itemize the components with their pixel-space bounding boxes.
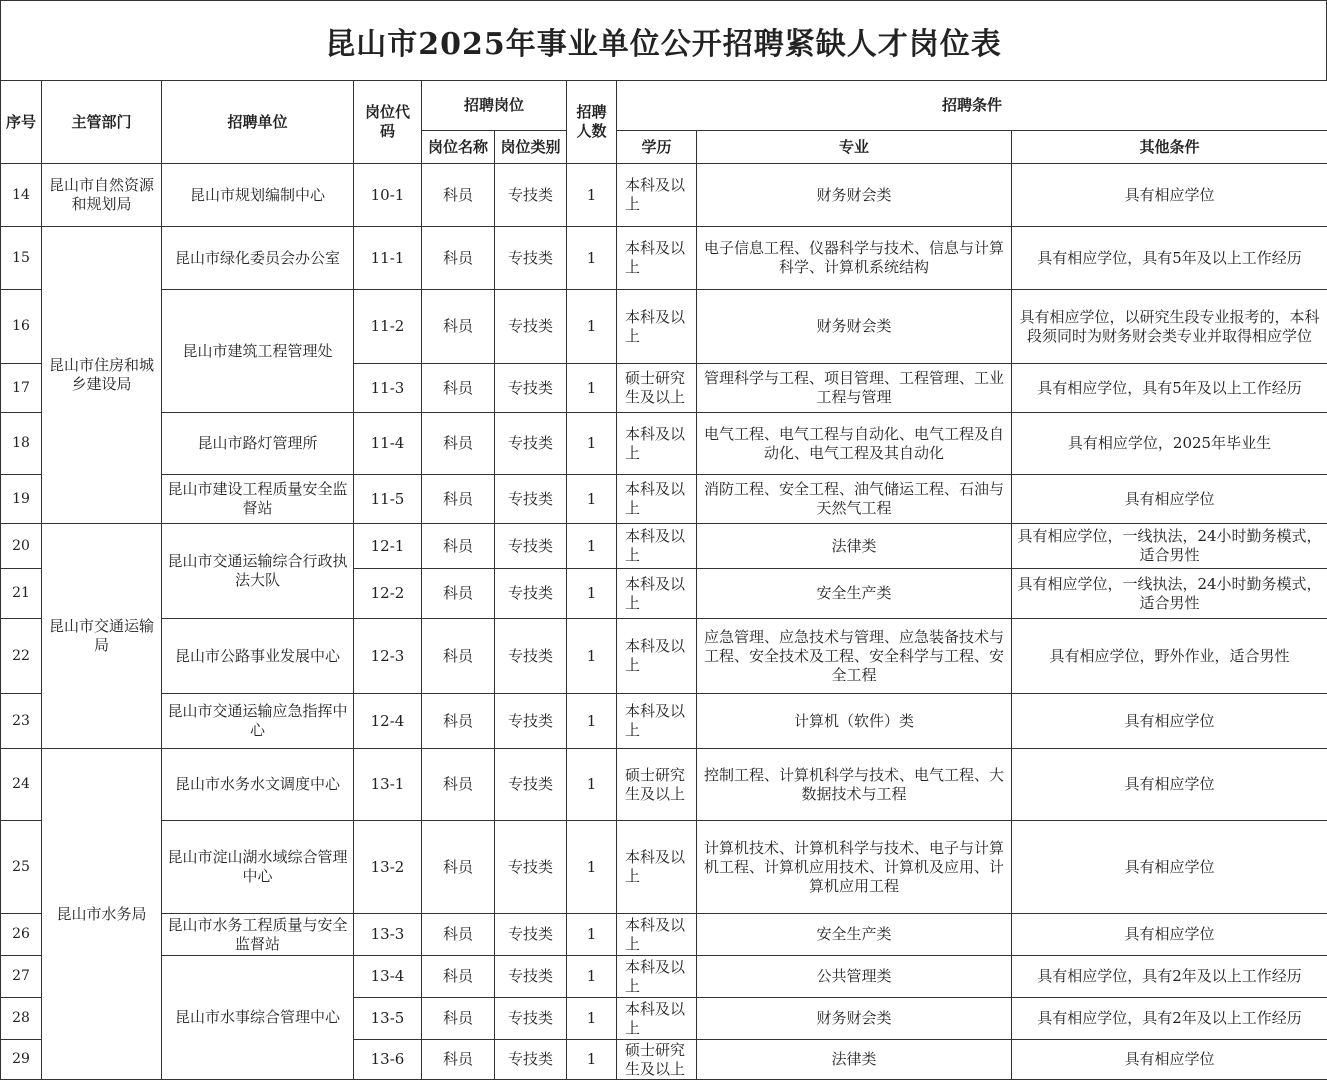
table-row — [1, 164, 1327, 227]
row-post-name: 科员 — [422, 227, 495, 290]
row-other: 具有相应学位，具有2年及以上工作经历 — [1012, 956, 1327, 998]
row-edu: 硕士研究生及以上 — [617, 749, 697, 821]
row-code: 10-1 — [354, 164, 422, 227]
row-count: 1 — [567, 914, 617, 956]
row-other: 具有相应学位，野外作业，适合男性 — [1012, 619, 1327, 694]
table-row — [1, 956, 1327, 998]
row-code: 13-5 — [354, 998, 422, 1040]
row-edu: 本科及以上 — [617, 524, 697, 569]
row-count: 1 — [567, 821, 617, 914]
row-seq: 24 — [1, 749, 42, 821]
row-post-type: 专技类 — [495, 164, 567, 227]
row-post-name: 科员 — [422, 475, 495, 524]
row-other: 具有相应学位 — [1012, 475, 1327, 524]
row-edu: 本科及以上 — [617, 998, 697, 1040]
row-post-type: 专技类 — [495, 914, 567, 956]
table-row — [1, 290, 1327, 364]
row-count: 1 — [567, 749, 617, 821]
row-post-type: 专技类 — [495, 1040, 567, 1080]
row-count: 1 — [567, 475, 617, 524]
row-post-name: 科员 — [422, 1040, 495, 1080]
row-post-type: 专技类 — [495, 956, 567, 998]
row-count: 1 — [567, 694, 617, 749]
row-code: 12-4 — [354, 694, 422, 749]
row-count: 1 — [567, 998, 617, 1040]
row-major: 消防工程、安全工程、油气储运工程、石油与天然气工程 — [697, 475, 1012, 524]
row-post-type: 专技类 — [495, 749, 567, 821]
header-seq: 序号 — [1, 81, 42, 164]
row-major: 财务财会类 — [697, 998, 1012, 1040]
row-major: 安全生产类 — [697, 569, 1012, 619]
header-edu: 学历 — [617, 131, 697, 164]
row-post-name: 科员 — [422, 619, 495, 694]
row-post-type: 专技类 — [495, 227, 567, 290]
header-post-type: 岗位类别 — [495, 131, 567, 164]
row-count: 1 — [567, 619, 617, 694]
row-other: 具有相应学位 — [1012, 164, 1327, 227]
row-seq: 25 — [1, 821, 42, 914]
row-post-type: 专技类 — [495, 694, 567, 749]
table-row — [1, 524, 1327, 569]
row-post-type: 专技类 — [495, 619, 567, 694]
document-title: 昆山市2025年事业单位公开招聘紧缺人才岗位表 — [0, 0, 1327, 80]
row-post-type: 专技类 — [495, 364, 567, 413]
row-major: 法律类 — [697, 524, 1012, 569]
row-count: 1 — [567, 290, 617, 364]
header-major: 专业 — [697, 131, 1012, 164]
row-seq: 18 — [1, 413, 42, 475]
row-seq: 20 — [1, 524, 42, 569]
row-post-name: 科员 — [422, 914, 495, 956]
row-other: 具有相应学位，具有5年及以上工作经历 — [1012, 364, 1327, 413]
unit-cell: 昆山市公路事业发展中心 — [162, 619, 354, 694]
row-edu: 本科及以上 — [617, 619, 697, 694]
row-other: 具有相应学位 — [1012, 914, 1327, 956]
row-count: 1 — [567, 364, 617, 413]
dept-cell: 昆山市自然资源和规划局 — [42, 164, 162, 227]
recruitment-table — [0, 80, 1327, 1080]
row-edu: 本科及以上 — [617, 164, 697, 227]
row-code: 11-2 — [354, 290, 422, 364]
row-major: 财务财会类 — [697, 164, 1012, 227]
row-edu: 本科及以上 — [617, 413, 697, 475]
row-edu: 本科及以上 — [617, 475, 697, 524]
row-edu: 硕士研究生及以上 — [617, 364, 697, 413]
row-code: 11-5 — [354, 475, 422, 524]
header-conditions: 招聘条件 — [617, 81, 1327, 131]
header-post: 招聘岗位 — [422, 81, 567, 131]
row-other: 具有相应学位 — [1012, 694, 1327, 749]
row-code: 13-3 — [354, 914, 422, 956]
row-seq: 14 — [1, 164, 42, 227]
row-code: 12-3 — [354, 619, 422, 694]
header-row-1 — [1, 81, 1327, 131]
table-row — [1, 413, 1327, 475]
unit-cell: 昆山市水事综合管理中心 — [162, 956, 354, 1080]
unit-cell: 昆山市建筑工程管理处 — [162, 290, 354, 413]
unit-cell: 昆山市交通运输应急指挥中心 — [162, 694, 354, 749]
header-unit: 招聘单位 — [162, 81, 354, 164]
table-row — [1, 821, 1327, 914]
row-count: 1 — [567, 524, 617, 569]
row-seq: 22 — [1, 619, 42, 694]
row-other: 具有相应学位，具有2年及以上工作经历 — [1012, 998, 1327, 1040]
dept-cell: 昆山市交通运输局 — [42, 524, 162, 749]
row-major: 电气工程、电气工程与自动化、电气工程及自动化、电气工程及其自动化 — [697, 413, 1012, 475]
row-edu: 本科及以上 — [617, 914, 697, 956]
row-other: 具有相应学位，2025年毕业生 — [1012, 413, 1327, 475]
dept-cell: 昆山市住房和城乡建设局 — [42, 227, 162, 524]
unit-cell: 昆山市路灯管理所 — [162, 413, 354, 475]
row-code: 13-6 — [354, 1040, 422, 1080]
unit-cell: 昆山市交通运输综合行政执法大队 — [162, 524, 354, 619]
row-seq: 29 — [1, 1040, 42, 1080]
header-post-name: 岗位名称 — [422, 131, 495, 164]
header-code: 岗位代码 — [354, 81, 422, 164]
row-major: 安全生产类 — [697, 914, 1012, 956]
unit-cell: 昆山市建设工程质量安全监督站 — [162, 475, 354, 524]
table-row — [1, 914, 1327, 956]
dept-cell: 昆山市水务局 — [42, 749, 162, 1080]
row-post-name: 科员 — [422, 749, 495, 821]
row-major: 计算机技术、计算机科学与技术、电子与计算机工程、计算机应用技术、计算机及应用、计算机应用工程 — [697, 821, 1012, 914]
row-post-name: 科员 — [422, 998, 495, 1040]
row-edu: 本科及以上 — [617, 569, 697, 619]
header-dept: 主管部门 — [42, 81, 162, 164]
row-count: 1 — [567, 569, 617, 619]
row-post-name: 科员 — [422, 956, 495, 998]
row-post-type: 专技类 — [495, 998, 567, 1040]
row-seq: 16 — [1, 290, 42, 364]
row-seq: 28 — [1, 998, 42, 1040]
row-edu: 硕士研究生及以上 — [617, 1040, 697, 1080]
row-post-type: 专技类 — [495, 524, 567, 569]
unit-cell: 昆山市绿化委员会办公室 — [162, 227, 354, 290]
table-row — [1, 475, 1327, 524]
row-other: 具有相应学位，具有5年及以上工作经历 — [1012, 227, 1327, 290]
row-post-name: 科员 — [422, 164, 495, 227]
unit-cell: 昆山市水务工程质量与安全监督站 — [162, 914, 354, 956]
row-post-type: 专技类 — [495, 413, 567, 475]
row-edu: 本科及以上 — [617, 694, 697, 749]
row-post-name: 科员 — [422, 364, 495, 413]
row-major: 法律类 — [697, 1040, 1012, 1080]
row-post-name: 科员 — [422, 569, 495, 619]
header-other: 其他条件 — [1012, 131, 1327, 164]
row-seq: 17 — [1, 364, 42, 413]
row-edu: 本科及以上 — [617, 956, 697, 998]
row-major: 电子信息工程、仪器科学与技术、信息与计算科学、计算机系统结构 — [697, 227, 1012, 290]
table-row — [1, 749, 1327, 821]
row-post-name: 科员 — [422, 694, 495, 749]
header-count: 招聘人数 — [567, 81, 617, 164]
row-major: 计算机（软件）类 — [697, 694, 1012, 749]
row-post-name: 科员 — [422, 524, 495, 569]
row-other: 具有相应学位 — [1012, 1040, 1327, 1080]
row-other: 具有相应学位，一线执法，24小时勤务模式，适合男性 — [1012, 524, 1327, 569]
row-post-type: 专技类 — [495, 569, 567, 619]
row-post-name: 科员 — [422, 821, 495, 914]
row-post-name: 科员 — [422, 290, 495, 364]
row-major: 应急管理、应急技术与管理、应急装备技术与工程、安全技术及工程、安全科学与工程、安全工程 — [697, 619, 1012, 694]
unit-cell: 昆山市规划编制中心 — [162, 164, 354, 227]
row-seq: 21 — [1, 569, 42, 619]
row-seq: 19 — [1, 475, 42, 524]
row-code: 11-1 — [354, 227, 422, 290]
row-post-name: 科员 — [422, 413, 495, 475]
row-code: 13-2 — [354, 821, 422, 914]
row-major: 控制工程、计算机科学与技术、电气工程、大数据技术与工程 — [697, 749, 1012, 821]
row-code: 12-1 — [354, 524, 422, 569]
table-row — [1, 694, 1327, 749]
row-code: 13-4 — [354, 956, 422, 998]
row-post-type: 专技类 — [495, 475, 567, 524]
row-edu: 本科及以上 — [617, 821, 697, 914]
row-other: 具有相应学位 — [1012, 821, 1327, 914]
row-code: 12-2 — [354, 569, 422, 619]
row-major: 公共管理类 — [697, 956, 1012, 998]
row-seq: 27 — [1, 956, 42, 998]
row-major: 财务财会类 — [697, 290, 1012, 364]
row-count: 1 — [567, 413, 617, 475]
row-seq: 23 — [1, 694, 42, 749]
row-code: 13-1 — [354, 749, 422, 821]
unit-cell: 昆山市淀山湖水域综合管理中心 — [162, 821, 354, 914]
table-row — [1, 227, 1327, 290]
row-code: 11-4 — [354, 413, 422, 475]
table-row — [1, 619, 1327, 694]
row-other: 具有相应学位 — [1012, 749, 1327, 821]
row-count: 1 — [567, 227, 617, 290]
row-other: 具有相应学位，以研究生段专业报考的，本科段须同时为财务财会类专业并取得相应学位 — [1012, 290, 1327, 364]
row-major: 管理科学与工程、项目管理、工程管理、工业工程与管理 — [697, 364, 1012, 413]
row-post-type: 专技类 — [495, 821, 567, 914]
row-count: 1 — [567, 1040, 617, 1080]
row-seq: 26 — [1, 914, 42, 956]
row-count: 1 — [567, 164, 617, 227]
row-other: 具有相应学位，一线执法，24小时勤务模式，适合男性 — [1012, 569, 1327, 619]
row-count: 1 — [567, 956, 617, 998]
row-edu: 本科及以上 — [617, 227, 697, 290]
unit-cell: 昆山市水务水文调度中心 — [162, 749, 354, 821]
row-seq: 15 — [1, 227, 42, 290]
row-code: 11-3 — [354, 364, 422, 413]
row-post-type: 专技类 — [495, 290, 567, 364]
row-edu: 本科及以上 — [617, 290, 697, 364]
